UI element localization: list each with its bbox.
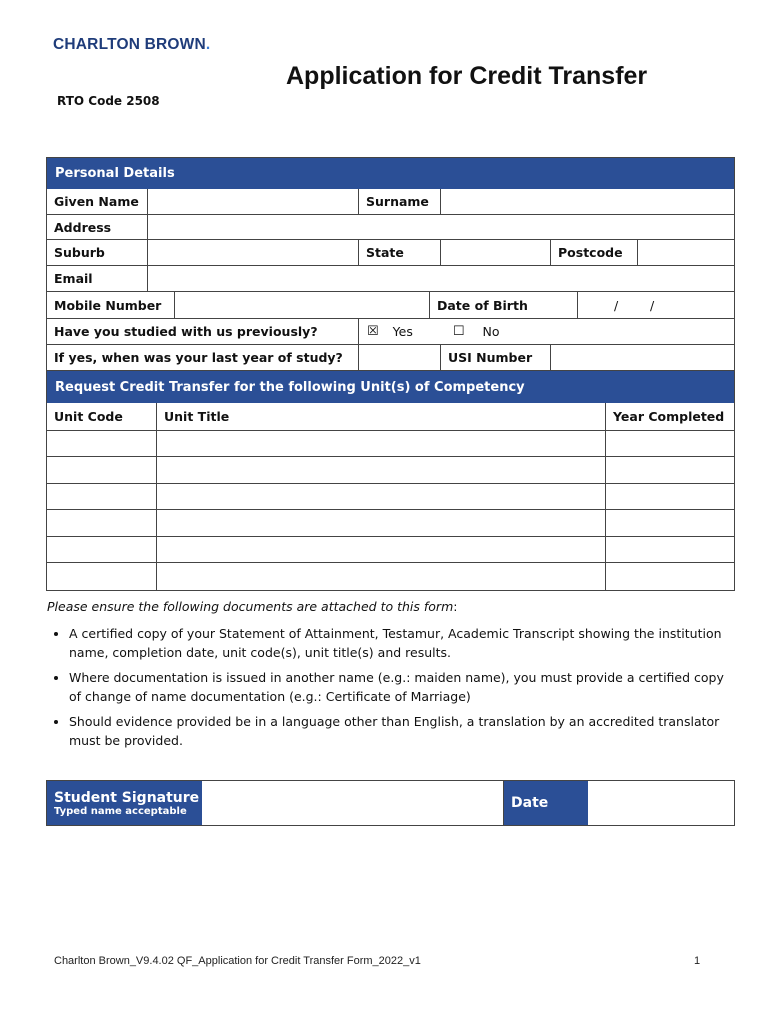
unit-code-cell[interactable] <box>47 484 157 510</box>
unit-title-cell[interactable] <box>157 537 606 563</box>
page-number: 1 <box>694 955 701 967</box>
postcode-field[interactable] <box>638 240 734 266</box>
year-completed-cell[interactable] <box>606 510 734 537</box>
page-title: Application for Credit Transfer <box>286 62 648 90</box>
studied-previously-label: Have you studied with us previously? <box>47 319 359 345</box>
signature-date-field[interactable] <box>588 781 734 825</box>
postcode-label: Postcode <box>551 240 638 266</box>
unit-code-cell[interactable] <box>47 510 157 537</box>
personal-details-heading: Personal Details <box>47 158 734 189</box>
surname-label: Surname <box>359 189 441 215</box>
address-label: Address <box>47 215 148 240</box>
state-label: State <box>359 240 441 266</box>
studied-previously-options <box>359 319 734 345</box>
address-field[interactable] <box>148 215 734 240</box>
unit-code-cell[interactable] <box>47 563 157 590</box>
unit-title-cell[interactable] <box>157 510 606 537</box>
notes-intro-colon: : <box>453 599 458 614</box>
year-completed-cell[interactable] <box>606 431 734 457</box>
year-completed-cell[interactable] <box>606 537 734 563</box>
given-name-field[interactable] <box>148 189 359 215</box>
units-heading: Request Credit Transfer for the following Unit(s) of Competency <box>47 371 734 403</box>
unit-code-cell[interactable] <box>47 537 157 563</box>
no-checkbox[interactable]: ☐ <box>452 324 465 339</box>
date-title: Date <box>511 795 549 811</box>
year-completed-cell[interactable] <box>606 457 734 484</box>
usi-number-field[interactable] <box>551 345 734 371</box>
signature-field[interactable] <box>202 781 504 825</box>
unit-title-header: Unit Title <box>157 403 606 431</box>
state-field[interactable] <box>441 240 551 266</box>
last-year-of-study-field[interactable] <box>359 345 441 371</box>
list-item: • Where documentation is issued in another name (e.g.: maiden name), you must provide a certified copy of change of name documentation (e.g.: Certificate of Marriage) <box>69 668 737 706</box>
last-year-of-study-label: If yes, when was your last year of study? <box>47 345 359 371</box>
unit-title-cell[interactable] <box>157 457 606 484</box>
email-field[interactable] <box>148 266 734 292</box>
mobile-number-label: Mobile Number <box>47 292 175 319</box>
yes-label: Yes <box>392 324 413 339</box>
notes-intro-text: Please ensure the following documents are attached to this form <box>47 599 454 614</box>
unit-code-header: Unit Code <box>47 403 157 431</box>
mobile-number-field[interactable] <box>175 292 430 319</box>
list-item: • A certified copy of your Statement of Attainment, Testamur, Academic Transcript showing the institution name, completion date, unit code(s), unit title(s) and results. <box>69 624 737 662</box>
signature-title: Student Signature <box>54 789 200 806</box>
logo-text: CHARLTON BROWN <box>53 36 206 53</box>
student-signature-label <box>47 781 202 825</box>
date-separators: / / <box>614 297 655 313</box>
suburb-label: Suburb <box>47 240 148 266</box>
given-name-label: Given Name <box>47 189 148 215</box>
unit-title-cell[interactable] <box>157 563 606 590</box>
notes-list <box>47 624 737 750</box>
unit-code-cell[interactable] <box>47 457 157 484</box>
year-completed-header: Year Completed <box>606 403 734 431</box>
no-label: No <box>482 324 500 339</box>
email-label: Email <box>47 266 148 292</box>
date-of-birth-label: Date of Birth <box>430 292 578 319</box>
date-of-birth-field[interactable] <box>578 292 734 319</box>
year-completed-cell[interactable] <box>606 484 734 510</box>
footer-document-id: Charlton Brown_V9.4.02 QF_Application for Credit Transfer Form_2022_v1 <box>54 955 421 967</box>
attachment-notes <box>47 597 737 756</box>
unit-code-cell[interactable] <box>47 431 157 457</box>
notes-intro <box>47 597 737 616</box>
logo-dot: . <box>205 36 211 53</box>
date-label <box>504 781 588 825</box>
usi-number-label: USI Number <box>441 345 551 371</box>
unit-title-cell[interactable] <box>157 431 606 457</box>
year-completed-cell[interactable] <box>606 563 734 590</box>
yes-checkbox[interactable]: ☒ <box>367 324 379 339</box>
rto-code: RTO Code 2508 <box>57 94 160 108</box>
suburb-field[interactable] <box>148 240 359 266</box>
unit-title-cell[interactable] <box>157 484 606 510</box>
list-item: • Should evidence provided be in a language other than English, a translation by an accredited translator must be provided. <box>69 712 737 750</box>
surname-field[interactable] <box>441 189 734 215</box>
signature-subtitle: Typed name acceptable <box>54 805 187 817</box>
company-logo <box>53 36 210 54</box>
